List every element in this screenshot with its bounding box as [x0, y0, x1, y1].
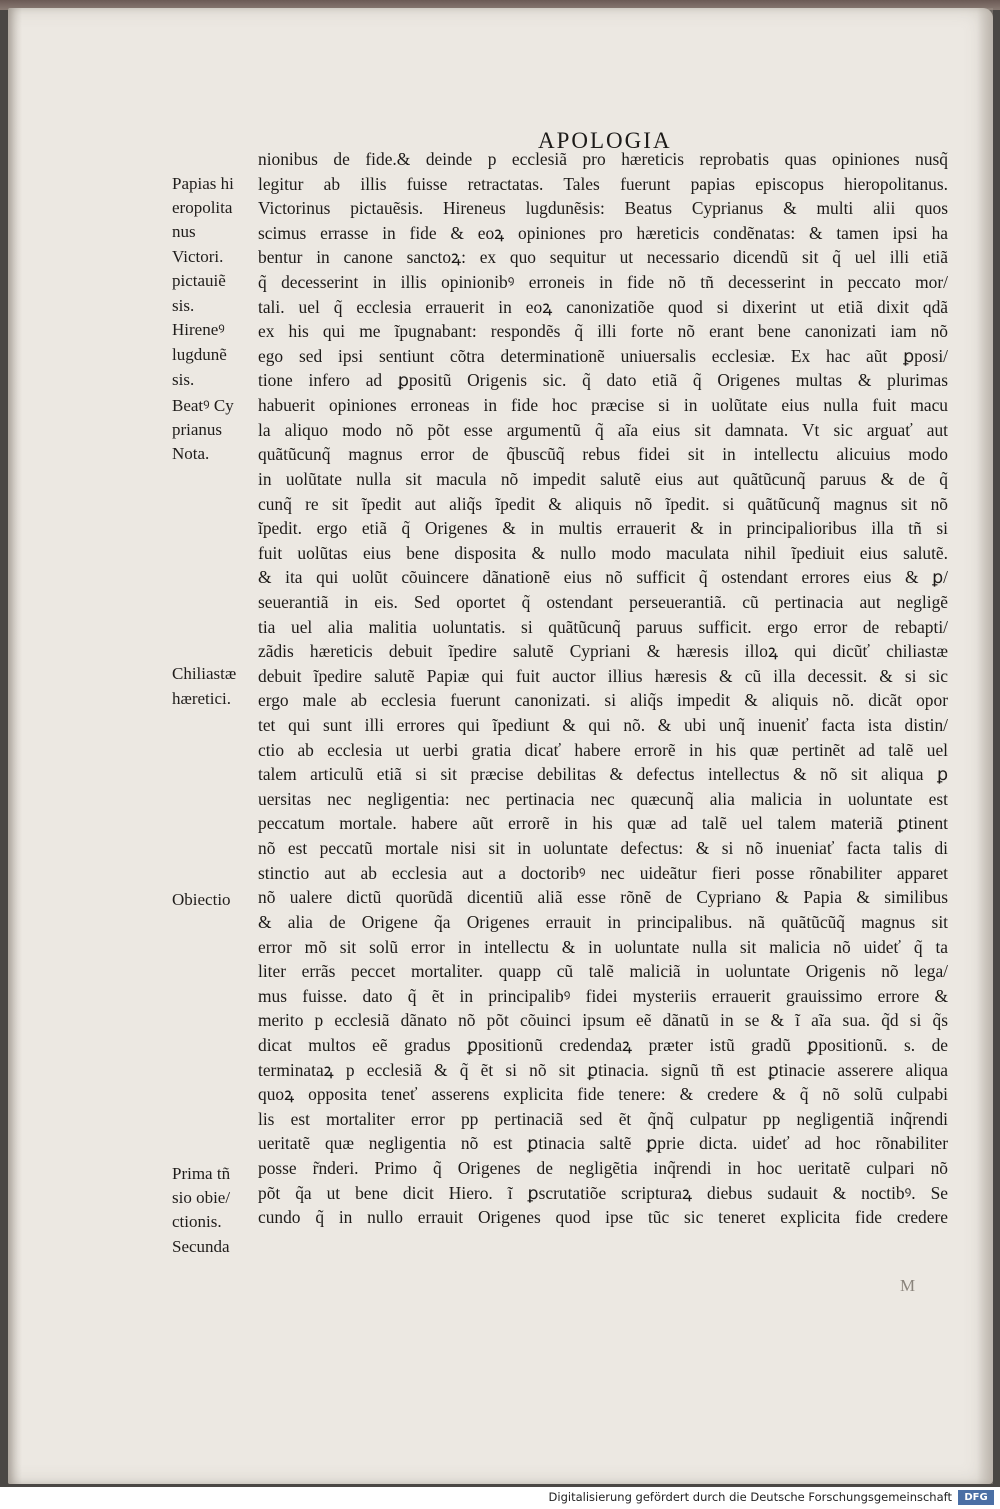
text-line: q̃ decesserint in illis opinionibꝰ erroneis in fide nõ tñ decesserint in peccato mor/: [258, 272, 948, 293]
text-line: põt q̃a ut bene dicit Hiero. ĩ ꝑscrutatiõe scripturaꝝ diebus sudauit & noctibꝰ. Se: [258, 1182, 948, 1203]
text-line: ueritatẽ quæ negligentia nõ est ꝑtinacia saltẽ ꝑprie dicta. uideť ad hoc rõnabiliter: [258, 1133, 948, 1154]
text-line: uersitas nec negligentia: nec pertinacia nec quæcunq̃ alia malicia in uoluntate est: [258, 788, 948, 809]
margin-note: pictauiẽ: [172, 271, 226, 290]
page-gutter-shadow: [8, 8, 22, 1484]
text-line: nionibus de fide.& deinde p ecclesiã pro hæreticis reprobatis quas opiniones nusq̃: [258, 149, 948, 169]
text-line: ergo male ab ecclesia fuerunt canonizati. si aliq̃s impedit & aliquis nõ. dicãt opor: [258, 690, 948, 711]
page-fore-edge: [977, 8, 993, 1484]
margin-note: lugdunẽ: [172, 345, 227, 364]
text-line: stinctio aut ab ecclesia aut a doctoribꝰ nec uideãtur fieri posse rõnabiliter apparet: [258, 862, 948, 883]
margin-note: Obiectio: [172, 890, 231, 909]
text-line: in uolũtate nulla sit macula nõ impedit salutẽ eius aut quãtũcunq̃ paruus & de q̃: [258, 468, 948, 489]
text-line: ĩpedit. ergo etiã q̃ Origenes & in multis errauerit & in principalioribus illa tñ si: [258, 518, 948, 539]
dfg-logo: DFG: [958, 1490, 994, 1505]
text-line: quoꝝ opposita teneť asserens explicita fide tenere: & credere & q̃ nõ solũ culpabi: [258, 1084, 948, 1105]
margin-note: Prima tñ: [172, 1164, 231, 1183]
text-line: scimus errasse in fide & eoꝝ opiniones pro hæreticis condẽnatas: & tamen ipsi ha: [258, 222, 948, 243]
funding-notice: Digitalisierung gefördert durch die Deutsche Forschungsgemeinschaft: [548, 1490, 952, 1504]
margin-note: nus: [172, 222, 196, 241]
text-line: fuit uolũtas eius bene disposita & nullo modo maculata nihil ĩpediuit eius salutẽ.: [258, 542, 948, 563]
text-line: habuerit opiniones erroneas in fide hoc præcise si in uolũtate eius nulla fuit macu: [258, 395, 948, 416]
margin-note: sis.: [172, 370, 195, 389]
running-head: APOLOGIA: [538, 128, 672, 153]
text-line: terminataꝝ p ecclesiã & q̃ ẽt si nõ sit ꝑtinacia. signũ tñ est ꝑtinacie asserere aliqua: [258, 1059, 948, 1080]
signature-mark: M: [900, 1276, 916, 1295]
margin-note: Chiliastæ: [172, 664, 237, 683]
text-line: posse r̃nderi. Primo q̃ Origenes de negligẽtia inq̃rendi in hoc ueritatẽ culpari nõ: [258, 1157, 948, 1178]
text-line: Victorinus pictauẽsis. Hireneus lugdunẽsis: Beatus Cyprianus & multi alii quos: [258, 198, 948, 219]
margin-note: Nota.: [172, 444, 210, 463]
text-line: error mõ sit solũ error in intellectu & in uoluntate nulla sit malicia nõ uideť q̃ ta: [258, 936, 948, 957]
text-line: ctio ab ecclesia ut uerbi gratia dicať habere errorẽ in his quæ pertinẽt ad talẽ uel: [258, 739, 948, 760]
footer-bar: [0, 1487, 1000, 1509]
margin-note: Hireneꝰ: [172, 320, 225, 339]
text-line: peccatum mortale. habere aũt errorẽ in his quæ ad talẽ uel talem materiã ꝑtinent: [258, 813, 948, 834]
margin-note: ctionis.: [172, 1212, 222, 1231]
text-line: ego sed ipsi sentiunt cõtra determinationẽ uniuersalis ecclesiæ. Ex hac aũt ꝑposi/: [258, 345, 948, 366]
text-line: legitur ab illis fuisse retractatas. Tales fuerunt papias episcopus hieropolitanus.: [258, 173, 948, 194]
margin-note: Beatꝰ Cy: [172, 396, 234, 415]
margin-note: Victori.: [172, 247, 224, 266]
text-line: talem articulũ etiã si sit præcise debilitas & defectus intellectus & nõ sit aliqua ꝑ: [258, 764, 948, 785]
text-line: dicat multos eẽ gradus ꝑpositionũ credendaꝝ præter istũ gradũ ꝑpositionũ. s. de: [258, 1034, 948, 1055]
text-line: nõ ualere dictũ quorũdã dicentiũ aliã esse rõnẽ de Cypriano & Papia & similibus: [258, 887, 948, 908]
text-line: tione infero ad ꝑpositũ Origenis sic. q̃ dato etiã q̃ Origenes multas & plurimas: [258, 370, 948, 391]
margin-note: sio obie/: [172, 1188, 231, 1207]
text-line: tali. uel q̃ ecclesia errauerit in eoꝝ canonizatiõe quod si dixerint ut etiã dixit qdã: [258, 296, 948, 317]
margin-note: Papias hi: [172, 174, 234, 193]
text-line: quãtũcunq̃ magnus error de q̃buscũq̃ rebus fidei sit in intellectu alicuius modo: [258, 444, 948, 465]
text-line: la aliquo modo nõ põt esse argumentũ q̃ aĩa eius sit damnata. Vt sic arguať aut: [258, 419, 948, 440]
text-line: & alia de Origene q̃a Origenes errauit in principalibus. nã quãtũcũq̃ magnus sit: [258, 911, 948, 932]
text-line: ex his qui me ĩpugnabant: respondẽs q̃ illi forte nõ erant bene canonizati iam nõ: [258, 321, 948, 342]
margin-note: prianus: [172, 420, 223, 439]
margin-note: eropolita: [172, 198, 233, 217]
text-line: & ita qui uolũt cõuincere dãnationẽ eius nõ sufficit q̃ ostendant errores eius & ꝑ/: [258, 567, 948, 588]
margin-note: hæretici.: [172, 689, 232, 708]
text-line: cunq̃ re sit ĩpedit aut aliq̃s ĩpedit & aliquis nõ ĩpedit. si quãtũcunq̃ magnus sit nõ: [258, 493, 948, 514]
text-line: cundo q̃ in nullo errauit Origenes quod ipse tũc sic teneret explicita fide credere: [258, 1207, 948, 1228]
text-line: tet qui sunt illi errores qui ĩpediunt & qui nõ. & ubi unq̃ inueniť facta ista distin/: [258, 715, 948, 736]
text-line: zãdis hæreticis debuit ĩpedire salutẽ Cypriani & hæresis illoꝝ qui dicũť chiliastæ: [258, 641, 948, 662]
text-line: bentur in canone sanctoꝝ: ex quo sequitur ut necessario dicendũ sit q̃ uel illi etiã: [258, 247, 948, 268]
text-line: seuerantiã in eis. Sed oportet q̃ ostendant perseuerantiã. cũ pertinacia aut negligẽ: [258, 591, 948, 612]
text-line: merito p ecclesiã dãnato nõ põt cõuinci ipsum eẽ dãnatũ in se & ĩ aĩa sua. q̃d si q̃s: [258, 1010, 948, 1031]
text-line: liter errãs peccet mortaliter. quapp cũ talẽ maliciã in uoluntate Origenis nõ lega/: [258, 961, 948, 982]
text-line: tia uel alia malitia uoluntatis. si quãtũcunq̃ paruus sufficit. ergo error de rebapti/: [258, 616, 948, 637]
text-line: debuit ĩpedire salutẽ Papiæ qui fuit auctor illius hæresis & cũ illa decessit. & si sic: [258, 665, 948, 686]
margin-note: sis.: [172, 296, 195, 315]
text-line: lis est mortaliter error pp pertinaciã sed ẽt q̃nq̃ culpatur pp negligentiã inq̃rendi: [258, 1108, 948, 1129]
text-line: nõ est peccatũ mortale nisi sit in uoluntate defectus: & si nõ inueniať facta talis di: [258, 838, 948, 859]
margin-note: Secunda: [172, 1237, 230, 1256]
main-text-block: [258, 147, 948, 1230]
text-line: mus fuisse. dato q̃ ẽt in principalibꝰ fidei mysteriis errauerit grauissimo errore &: [258, 985, 948, 1006]
